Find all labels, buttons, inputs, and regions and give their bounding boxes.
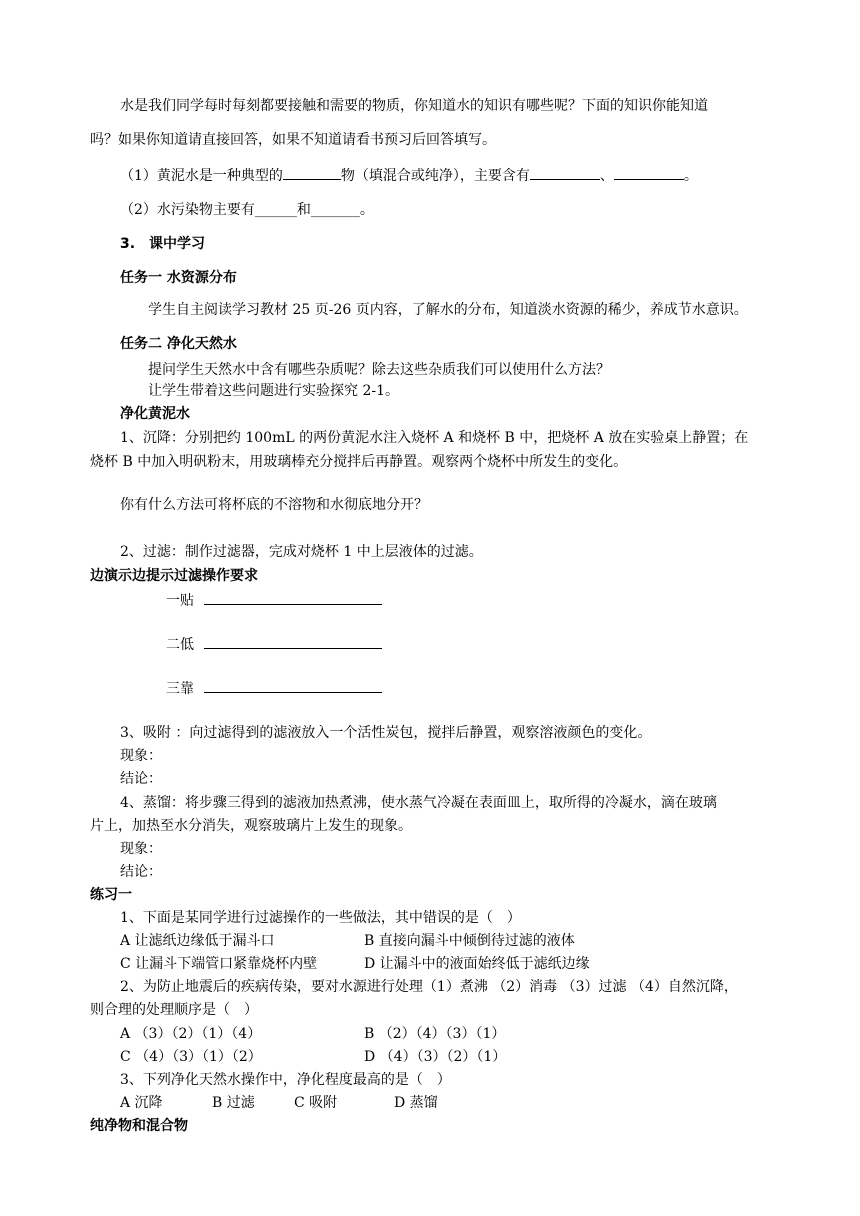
exercise-q3-option-d: D 蒸馏 <box>394 1095 438 1111</box>
filter-item-label: 三靠 <box>166 681 194 697</box>
filter-item-1 <box>166 590 382 611</box>
task-2-title: 任务二 净化天然水 <box>120 336 237 352</box>
task-2-line-2: 让学生带着这些问题进行实验探究 2-1。 <box>148 383 399 399</box>
step-4-line-2: 片上，加热至水分消失，观察玻璃片上发生的现象。 <box>90 818 412 834</box>
exercise-q1-option-c: C 让漏斗下端管口紧靠烧杯内壁 <box>120 956 318 972</box>
exercise-q1-stem: 1、下面是某同学进行过滤操作的一些做法，其中错误的是（ ） <box>120 910 521 926</box>
separation-question: 你有什么方法可将杯底的不溶物和水彻底地分开？ <box>120 497 428 513</box>
filter-item-label: 一贴 <box>166 593 194 609</box>
step-2: 2、过滤：制作过滤器，完成对烧杯 1 中上层液体的过滤。 <box>120 544 483 560</box>
step-3-phenomenon: 现象： <box>120 748 162 764</box>
step-3-conclusion: 结论： <box>120 771 162 787</box>
exercise-q2-option-d: D （4）（3）（2）（1） <box>364 1049 507 1065</box>
intro-line-1: 水是我们同学每时每刻都要接触和需要的物质，你知道水的知识有哪些呢？下面的知识你能知道 <box>120 98 708 114</box>
question-1-part-d: 。 <box>683 168 698 184</box>
task-1-title: 任务一 水资源分布 <box>120 270 237 286</box>
question-1 <box>120 165 698 186</box>
exercise-q2-option-b: B （2）（4）（3）（1） <box>364 1026 506 1042</box>
filter-blank <box>204 634 382 649</box>
purify-title: 净化黄泥水 <box>120 406 190 422</box>
question-1-part-b: 物（填混合或纯净），主要含有 <box>340 168 530 184</box>
exercise-q1-option-b: B 直接向漏斗中倾倒待过滤的液体 <box>364 933 575 949</box>
task-2-line-1: 提问学生天然水中含有哪些杂质呢？除去这些杂质我们可以使用什么方法？ <box>148 362 610 378</box>
blank-2 <box>530 165 600 180</box>
step-1-line-2: 烧杯 B 中加入明矾粉末，用玻璃棒充分搅拌后再静置。观察两个烧杯中所发生的变化。 <box>90 454 628 470</box>
step-3: 3、吸附 ：向过滤得到的滤液放入一个活性炭包，搅拌后静置，观察溶液颜色的变化。 <box>120 725 652 741</box>
exercise-1-title: 练习一 <box>90 887 132 903</box>
blank-3 <box>614 165 684 180</box>
intro-line-2: 吗？如果你知道请直接回答，如果不知道请看书预习后回答填写。 <box>90 132 496 148</box>
filter-item-2 <box>166 634 382 655</box>
exercise-q2-option-c: C （4）（3）（1）（2） <box>120 1049 262 1065</box>
exercise-q1-option-d: D 让漏斗中的液面始终低于滤纸边缘 <box>364 956 590 972</box>
exercise-q2-option-a: A （3）（2）（1）（4） <box>120 1026 262 1042</box>
filter-blank <box>204 678 382 693</box>
exercise-q1-option-a: A 让滤纸边缘低于漏斗口 <box>120 933 275 949</box>
section-3-title: 3. 课中学习 <box>120 236 206 252</box>
next-section-title: 纯净物和混合物 <box>90 1118 188 1134</box>
filter-demo-title: 边演示边提示过滤操作要求 <box>90 568 258 584</box>
question-2: （2）水污染物主要有______和_______。 <box>120 202 374 218</box>
exercise-q3-option-c: C 吸附 <box>294 1095 338 1111</box>
exercise-q2-stem-2: 则合理的处理顺序是（ ） <box>90 1002 258 1018</box>
task-1-text: 学生自主阅读学习教材 25 页-26 页内容，了解水的分布，知道淡水资源的稀少，养成节水意识。 <box>148 302 748 318</box>
exercise-q3-stem: 3、下列净化天然水操作中，净化程度最高的是（ ） <box>120 1072 451 1088</box>
exercise-q2-stem-1: 2、为防止地震后的疾病传染，要对水源进行处理（1）煮沸 （2）消毒 （3）过滤 （4）自然沉降， <box>120 979 738 995</box>
filter-item-3 <box>166 678 382 699</box>
step-4-conclusion: 结论： <box>120 864 162 880</box>
step-4-line-1: 4、蒸馏：将步骤三得到的滤液加热煮沸，使水蒸气冷凝在表面皿上，取所得的冷凝水，滴在玻璃 <box>120 795 717 811</box>
exercise-q3-option-b: B 过滤 <box>212 1095 255 1111</box>
question-1-part-a: （1）黄泥水是一种典型的 <box>120 168 283 184</box>
exercise-q3-option-a: A 沉降 <box>120 1095 163 1111</box>
filter-blank <box>204 590 382 605</box>
step-4-phenomenon: 现象： <box>120 841 162 857</box>
blank-1 <box>283 165 341 180</box>
filter-item-label: 二低 <box>166 637 194 653</box>
step-1-line-1: 1、沉降：分别把约 100mL 的两份黄泥水注入烧杯 A 和烧杯 B 中，把烧杯 A 放在实验桌上静置；在 <box>120 430 749 446</box>
question-1-part-c: 、 <box>599 168 614 184</box>
